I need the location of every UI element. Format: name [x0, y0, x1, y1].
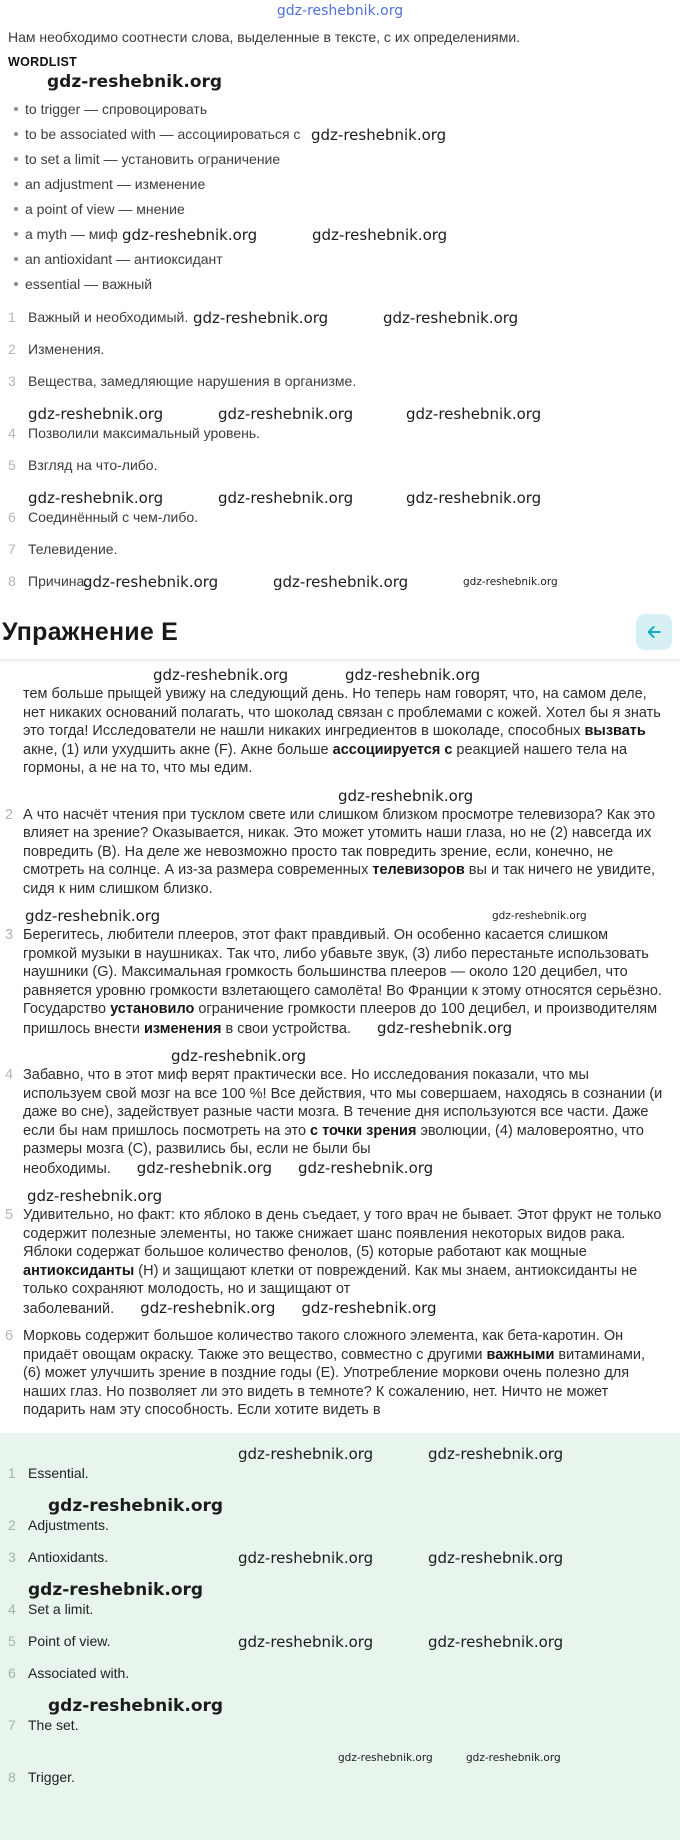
back-button[interactable] — [636, 614, 672, 650]
definition-text: Причина. — [28, 573, 89, 589]
paragraph-number: 3 — [5, 927, 14, 943]
definition-item — [8, 341, 672, 358]
watermark: gdz-reshebnik.org — [28, 405, 164, 423]
watermark-row — [8, 1445, 672, 1465]
watermark: gdz-reshebnik.org — [273, 573, 409, 591]
text-segment: (H) и защищают клетки от повреждений. Как мы знаем, антиоксиданты не только сохраняют молодость, но и защищают от заболеваний. — [23, 1262, 638, 1317]
watermark-row — [5, 787, 666, 806]
answer-text: The set. — [28, 1716, 79, 1733]
wordlist — [0, 93, 680, 301]
watermark: gdz-reshebnik.org — [383, 309, 519, 327]
definition-number: 4 — [8, 425, 16, 441]
definition-text: Взгляд на что-либо. — [28, 457, 158, 473]
watermark: gdz-reshebnik.org — [406, 405, 542, 423]
answer-item — [8, 1517, 672, 1534]
definition-item — [8, 373, 672, 390]
answer-number: 3 — [8, 1548, 16, 1565]
paragraph-number: 4 — [5, 1067, 14, 1083]
wordlist-item-text: to be associated with — ассоциироваться с — [25, 126, 301, 142]
watermark: gdz-reshebnik.org — [428, 1632, 564, 1651]
paragraph-number: 6 — [5, 1328, 14, 1344]
paragraph-text — [23, 1206, 666, 1318]
definition-number: 6 — [8, 509, 16, 525]
watermark-row — [8, 489, 672, 509]
watermark-row — [8, 1581, 672, 1601]
definition-item — [8, 573, 672, 590]
watermark: gdz-reshebnik.org — [28, 489, 164, 507]
wordlist-item — [14, 176, 672, 192]
watermark: gdz-reshebnik.org — [301, 1298, 437, 1317]
text-segment: Удивительно, но факт: кто яблоко в день съедает, у того врач не бывает. Этот фрукт не только содержит полезные элементы, но также снижает шанс появления некоторых видов рака. Яблоки содержат большое количество фенолов, (5) которые работают как мощные — [23, 1207, 662, 1260]
wordlist-item — [14, 201, 672, 217]
watermark-row — [8, 1497, 672, 1517]
text-segment: Забавно, что в этот миф верят практически все. Но исследования показали, что мы используем свой мозг на все 100 %! Все действия, что мы совершаем, находясь в сознании (и даже во сне), задействует разные части мозга. В течение дня используются все части. Даже если бы нам пришлось посмотреть на это — [23, 1067, 663, 1139]
text-segment: реакцией нашего тела на гормоны, а не на то, что мы едим. — [23, 741, 628, 776]
definition-item — [8, 309, 672, 326]
wordlist-item — [14, 126, 672, 142]
paragraph-number: 5 — [5, 1207, 14, 1223]
answers-section — [0, 1433, 680, 1840]
watermark: gdz-reshebnik.org — [406, 489, 542, 507]
answer-item — [8, 1601, 672, 1618]
intro-text: Нам необходимо соотнести слова, выделенные в тексте, с их определениями. — [8, 29, 521, 45]
text-segment: Берегитесь, любители плееров, этот факт правдивый. Он особенно касается слишком громкой музыки в наушниках. Так что, либо убавьте звук, (3) либо перестаньте использовать наушники (G). Максимальная громкость большинства плееров — около 120 децибел, что равняется уровню громкости взлетающего самолёта! Во Франции к этому относятся серьёзно. Государство — [23, 927, 662, 1017]
answer-text: Adjustments. — [28, 1516, 109, 1533]
watermark: gdz-reshebnik.org — [83, 573, 219, 591]
answer-item — [8, 1633, 672, 1650]
answer-text: Set a limit. — [28, 1600, 94, 1617]
watermark: gdz-reshebnik.org — [297, 1158, 434, 1177]
highlighted-word: телевизоров — [372, 862, 465, 878]
watermark: gdz-reshebnik.org — [466, 1751, 561, 1764]
section-header — [0, 605, 680, 659]
text-segment: Морковь содержит большое количество такого сложного элемента, как бета-каротин. Он придаёт овощам окраску. Также это вещество, совместно с другими — [23, 1328, 624, 1363]
watermark: gdz-reshebnik.org — [48, 1695, 224, 1716]
watermark: gdz-reshebnik.org — [218, 405, 354, 423]
watermark: gdz-reshebnik.org — [238, 1632, 374, 1651]
watermark-row — [8, 405, 672, 425]
text-segment: тем больше прыщей увижу на следующий день. Но теперь нам говорят, что, на самом деле, нет никаких оснований полагать, что шоколад связан с проблемами с кожей. Хотел бы я знать это тогда! Исследователи не нашли никаких ингредиентов в шоколаде, способных — [23, 686, 661, 739]
paragraph-number: 2 — [5, 806, 14, 823]
text-segment: в свои устройства. — [221, 1020, 351, 1037]
text-segment: эволюции, (4) маловероятно, что размеры мозга (C), развились бы, если не были бы необходимы. — [23, 1122, 644, 1177]
wordlist-item — [14, 251, 672, 267]
answer-text: Antioxidants. — [28, 1548, 109, 1565]
wordlist-item-text: to set a limit — установить ограничение — [25, 151, 281, 167]
wordlist-item-text: to trigger — спровоцировать — [25, 101, 208, 117]
definition-item — [8, 541, 672, 558]
highlighted-word: антиоксиданты — [23, 1262, 135, 1279]
answer-item — [8, 1549, 672, 1566]
text-segment: вы и так ничего не увидите, сидя к ним слишком близко. — [23, 862, 656, 897]
wordlist-item-text: a myth — миф — [25, 226, 118, 242]
watermark-row — [5, 666, 666, 685]
answer-number: 7 — [8, 1716, 16, 1733]
definition-item — [8, 425, 672, 442]
exercise-paragraph — [5, 685, 666, 778]
wordlist-item — [14, 101, 672, 117]
definition-text: Телевидение. — [28, 541, 118, 557]
watermark-row — [5, 1187, 666, 1206]
answer-text: Associated with. — [28, 1664, 130, 1681]
definition-number: 1 — [8, 309, 16, 325]
watermark: gdz-reshebnik.org — [136, 1158, 272, 1177]
watermark: gdz-reshebnik.org — [238, 1444, 374, 1463]
answer-text: Point of view. — [28, 1632, 111, 1649]
definition-number: 2 — [8, 341, 16, 357]
exercise-paragraph — [5, 1327, 666, 1420]
answer-number: 1 — [8, 1464, 16, 1481]
watermark-row — [5, 907, 666, 926]
watermark: gdz-reshebnik.org — [345, 666, 481, 684]
highlighted-word: вызвать — [584, 723, 646, 739]
answer-text: Essential. — [28, 1464, 89, 1481]
watermark-top: gdz-reshebnik.org — [276, 3, 404, 19]
definition-text: Вещества, замедляющие нарушения в организме. — [28, 373, 357, 389]
watermark-row — [0, 73, 680, 93]
text-segment: А что насчёт чтения при тусклом свете или слишком близком просмотре телевизора? Как это влияет на зрение? Оказывается, никак. Это может утомить наши глаза, но не (2) навсегда их повредить (B). На деле же невозможно просто так повредить зрение, если, конечно, не смотреть на солнце. А из-за размера современных — [23, 806, 656, 878]
definition-item — [8, 509, 672, 526]
highlighted-word: изменения — [143, 1020, 222, 1037]
answer-number: 5 — [8, 1632, 16, 1649]
wordlist-item-text: an antioxidant — антиоксидант — [25, 251, 223, 267]
paragraph-text — [23, 926, 666, 1038]
watermark-row — [8, 1697, 672, 1717]
highlighted-word: установило — [110, 1001, 195, 1017]
wordlist-item — [14, 226, 672, 242]
answer-item — [8, 1769, 672, 1786]
watermark-row — [5, 1047, 666, 1066]
exercise-paragraph — [5, 806, 666, 899]
answer-item — [8, 1717, 672, 1734]
answer-number: 8 — [8, 1768, 16, 1785]
paragraph-text — [23, 806, 666, 899]
exercise-paragraph — [5, 1206, 666, 1318]
highlighted-word: ассоциируется с — [332, 741, 453, 758]
watermark: gdz-reshebnik.org — [27, 1187, 163, 1205]
highlighted-word: с точки зрения — [310, 1122, 417, 1139]
wordlist-item-text: a point of view — мнение — [25, 201, 185, 217]
watermark: gdz-reshebnik.org — [376, 1018, 513, 1037]
exercise-paragraph — [5, 926, 666, 1038]
watermark: gdz-reshebnik.org — [428, 1444, 564, 1463]
wordlist-item-text: an adjustment — изменение — [25, 176, 206, 192]
watermark: gdz-reshebnik.org — [312, 226, 448, 244]
definition-text: Изменения. — [28, 341, 105, 357]
definition-item — [8, 457, 672, 474]
watermark: gdz-reshebnik.org — [25, 907, 161, 925]
paragraph-text — [23, 1066, 666, 1178]
wordlist-title: WORDLIST — [8, 55, 78, 69]
answer-item — [8, 1665, 672, 1682]
watermark: gdz-reshebnik.org — [122, 226, 258, 244]
watermark: gdz-reshebnik.org — [48, 1495, 224, 1516]
paragraph-text — [23, 685, 666, 778]
paragraph-number — [5, 685, 23, 778]
text-segment: витаминами, (6) может улучшить зрение в поздние годы (E). Употребление моркови очень полезно для наших глаз. Но позволяет ли это видеть в темноте? К сожалению, нет. Ничто не может подарить нам эту способность. Если хотите видеть в — [23, 1346, 646, 1418]
watermark: gdz-reshebnik.org — [218, 489, 354, 507]
definition-text: Позволили максимальный уровень. — [28, 425, 261, 441]
paragraph-text — [23, 1327, 666, 1420]
definition-number: 5 — [8, 457, 16, 473]
watermark: gdz-reshebnik.org — [428, 1548, 564, 1567]
definition-text: Соединённый с чем-либо. — [28, 509, 199, 525]
watermark: gdz-reshebnik.org — [140, 1298, 276, 1317]
definition-number: 8 — [8, 573, 16, 589]
answer-number: 2 — [8, 1516, 16, 1533]
wordlist-item — [14, 276, 672, 292]
exercise-paragraph — [5, 1066, 666, 1178]
watermark: gdz-reshebnik.org — [311, 126, 447, 144]
definition-number: 7 — [8, 541, 16, 557]
definition-number: 3 — [8, 373, 16, 389]
watermark: gdz-reshebnik.org — [193, 309, 329, 327]
definition-text: Важный и необходимый. — [28, 309, 189, 325]
answer-text: Trigger. — [28, 1768, 75, 1785]
highlighted-word: важными — [486, 1346, 555, 1363]
answer-number: 6 — [8, 1664, 16, 1681]
watermark: gdz-reshebnik.org — [153, 666, 289, 684]
watermark: gdz-reshebnik.org — [338, 1751, 433, 1764]
answer-item — [8, 1465, 672, 1482]
definitions-list — [0, 301, 680, 605]
text-segment: акне, (1) или ухудшить акне (F). Акне больше — [23, 741, 333, 758]
exercise-text — [0, 659, 680, 1433]
watermark: gdz-reshebnik.org — [28, 1579, 204, 1600]
wordlist-item — [14, 151, 672, 167]
watermark: gdz-reshebnik.org — [238, 1548, 374, 1567]
watermark: gdz-reshebnik.org — [171, 1047, 307, 1065]
watermark: gdz-reshebnik.org — [492, 910, 587, 922]
back-arrow-icon — [644, 622, 664, 642]
section-title: Упражнение E — [2, 617, 178, 646]
watermark: gdz-reshebnik.org — [338, 786, 474, 805]
text-segment: ограничение громкости плееров до 100 децибел, и производителям пришлось внести — [23, 1001, 658, 1037]
answer-number: 4 — [8, 1600, 16, 1617]
watermark: gdz-reshebnik.org — [47, 72, 223, 92]
watermark-row — [8, 1749, 672, 1769]
watermark: gdz-reshebnik.org — [463, 576, 558, 588]
wordlist-item-text: essential — важный — [25, 276, 153, 292]
